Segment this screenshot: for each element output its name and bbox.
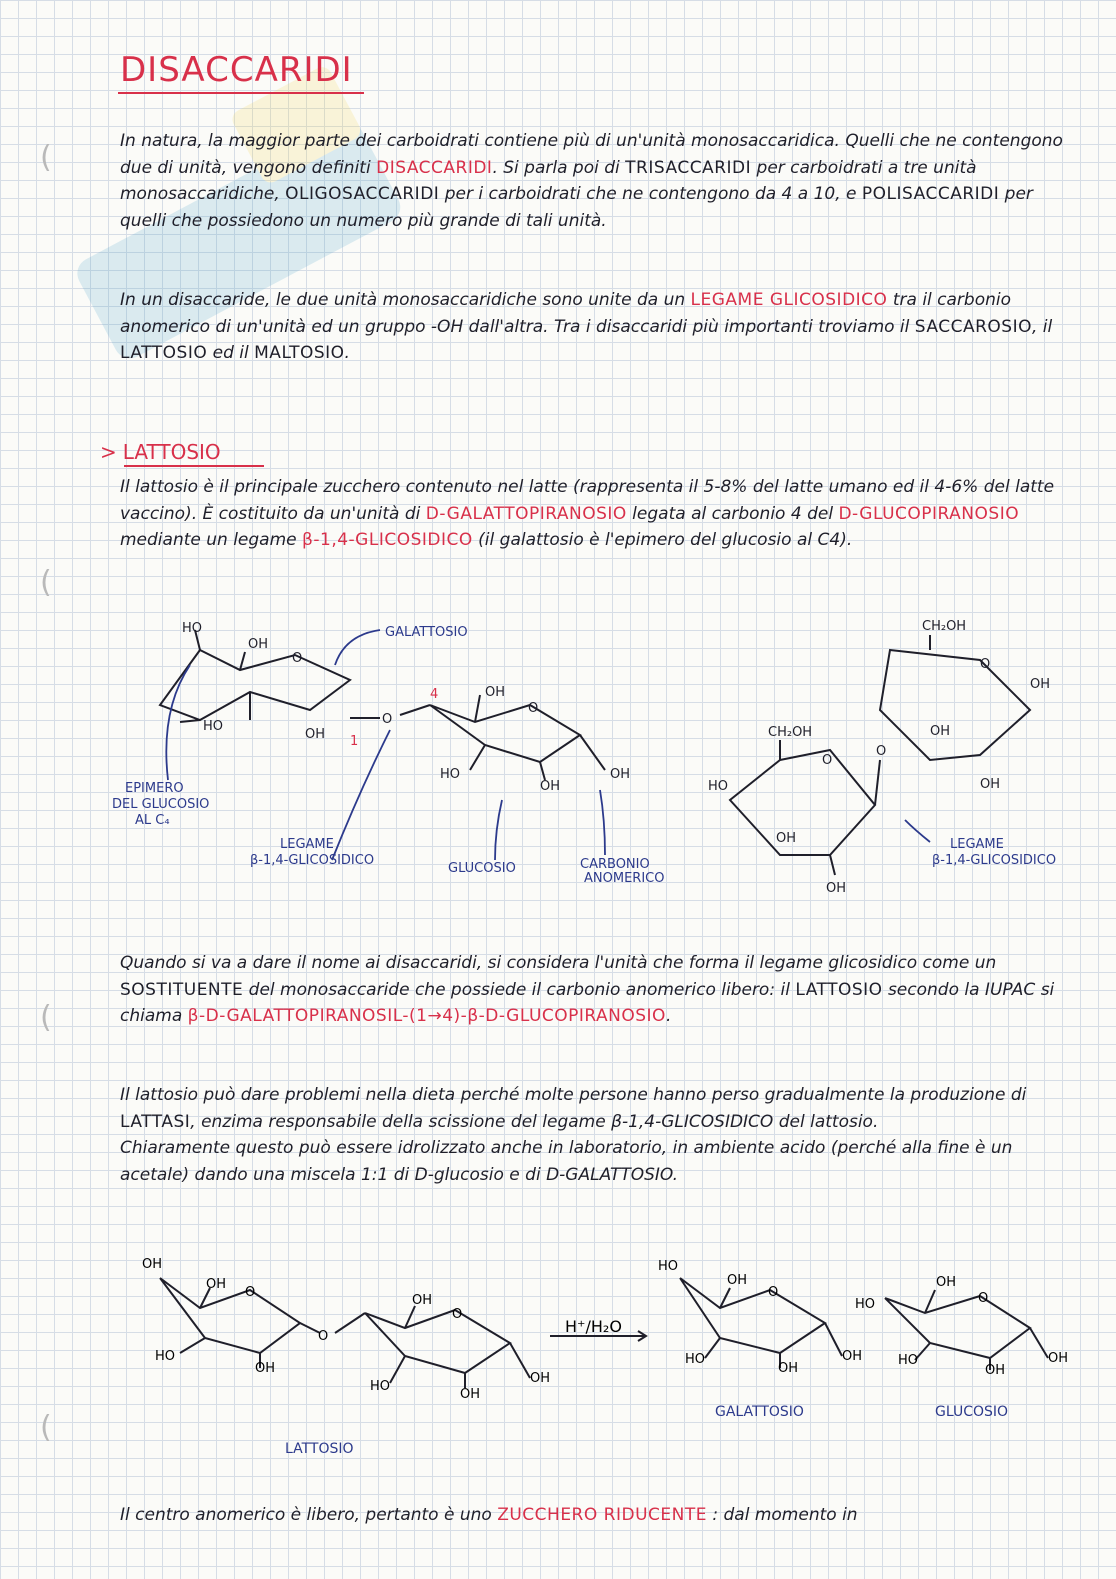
text-run: In un disaccaride, le due unità monosaccaridiche sono unite da un xyxy=(120,290,691,310)
label-legame2-1: LEGAME xyxy=(950,837,1004,852)
label-ho: HO xyxy=(182,621,203,636)
text-run: Quando si va a dare il nome ai disaccaridi, si considera l'unità che forma il legame glicosidico come un xyxy=(120,953,997,973)
label-ch2oh: CH₂OH xyxy=(922,619,967,634)
margin-hole-mark: ( xyxy=(40,1410,52,1445)
label-bridge-oxygen: O xyxy=(876,744,887,759)
label-ho: HO xyxy=(155,1349,176,1364)
text-run: : dal momento in xyxy=(706,1505,858,1525)
text-run: . xyxy=(344,343,350,364)
term-disaccaridi: DISACCARIDI xyxy=(376,157,493,178)
label-oh: OH xyxy=(248,637,269,652)
text-run: per i carboidrati che ne contengono da 4 a 10, e xyxy=(439,184,862,205)
text-run: per quelli che possiedono un numero più grande di tali unità. xyxy=(120,184,1033,231)
lactose-structure-diagram xyxy=(100,610,1080,910)
label-ho: HO xyxy=(685,1352,706,1367)
term-oligosaccaridi: OLIGOSACCARIDI xyxy=(285,184,440,205)
text-run: secondo la IUPAC si chiama xyxy=(120,979,1055,1027)
label-oh: OH xyxy=(980,777,1001,792)
term-d-galattopiranosio: D-GALATTOPIRANOSIO xyxy=(425,503,627,524)
label-carbonio-2: ANOMERICO xyxy=(584,871,665,886)
label-oh: OH xyxy=(778,1361,799,1376)
label-ho: HO xyxy=(898,1353,919,1368)
label-ch2oh: CH₂OH xyxy=(768,725,813,740)
label-ring-oxygen: O xyxy=(292,651,303,666)
label-glucosio: GLUCOSIO xyxy=(448,861,516,876)
label-carbon-4: 4 xyxy=(430,687,439,702)
label-oh: OH xyxy=(826,881,847,896)
margin-hole-mark: ( xyxy=(40,140,52,175)
title-underline xyxy=(118,92,364,94)
label-legame-2: β-1,4-GLICOSIDICO xyxy=(250,853,375,868)
text-run: del monosaccaride che possiede il carbonio anomerico libero: il xyxy=(243,979,796,1000)
term-polisaccaridi: POLISACCARIDI xyxy=(861,184,1000,205)
text-run: . Si parla poi di xyxy=(492,157,626,178)
label-ring-oxygen: O xyxy=(822,753,833,768)
label-ring-oxygen: O xyxy=(245,1285,256,1300)
label-oh: OH xyxy=(1048,1351,1069,1366)
label-galattosio: GALATTOSIO xyxy=(715,1404,804,1420)
term-legame-glicosidico: LEGAME GLICOSIDICO xyxy=(690,290,888,310)
text-run: . xyxy=(665,1006,672,1027)
text-run: Il centro anomerico è libero, pertanto è uno xyxy=(120,1505,498,1525)
label-oh: OH xyxy=(610,767,631,782)
intro-paragraph-1 xyxy=(120,128,1072,234)
label-oh: OH xyxy=(842,1349,863,1364)
term-zucchero-riducente: ZUCCHERO RIDUCENTE xyxy=(497,1505,707,1525)
label-epimero-3: AL C₄ xyxy=(135,813,170,828)
term-iupac-name: β-D-GALATTOPIRANOSIL-(1→4)-β-D-GLUCOPIRANOSIO xyxy=(187,1006,666,1027)
term-sostituente: SOSTITUENTE xyxy=(120,979,244,1000)
label-oh: OH xyxy=(727,1273,748,1288)
heading-text: LATTOSIO xyxy=(122,440,221,464)
section-heading-lattosio xyxy=(100,440,221,464)
label-ho: HO xyxy=(708,779,729,794)
label-oh: OH xyxy=(255,1361,276,1376)
term-lattosio: LATTOSIO xyxy=(120,343,208,364)
intro-paragraph-2 xyxy=(120,287,1072,367)
label-ring-oxygen: O xyxy=(978,1291,989,1306)
label-oh: OH xyxy=(460,1387,481,1402)
label-ho: HO xyxy=(855,1297,876,1312)
text-run: , il xyxy=(1031,316,1053,337)
label-epimero-1: EPIMERO xyxy=(125,781,184,796)
label-bridge-oxygen: O xyxy=(382,712,393,727)
label-oh: OH xyxy=(930,724,951,739)
label-galattosio: GALATTOSIO xyxy=(385,625,468,640)
term-lattasi: LATTASI xyxy=(120,1111,191,1132)
margin-hole-mark: ( xyxy=(40,565,52,600)
label-ho: HO xyxy=(203,719,224,734)
text-run: , enzima responsabile della scissione del legame β-1,4-GLICOSIDICO del lattosio. xyxy=(190,1111,879,1132)
text-run: Il lattosio è il principale zucchero contenuto nel latte (rappresenta il 5-8% del latte umano ed il 4-6% del latte vaccino). È costituito da un'unità di xyxy=(120,477,1055,524)
label-legame2-2: β-1,4-GLICOSIDICO xyxy=(932,853,1057,868)
label-oh: OH xyxy=(1030,677,1051,692)
text-run: ed il xyxy=(207,343,255,364)
label-oh: OH xyxy=(485,685,506,700)
label-oh: OH xyxy=(305,727,326,742)
text-run: Chiaramente questo può essere idrolizzato anche in laboratorio, in ambiente acido (perché alla fine è un acetale) dando una miscela 1:1 di D-glucosio e di D-GALATTOSIO. xyxy=(120,1138,1013,1185)
hydrolysis-reaction-diagram xyxy=(130,1248,1090,1468)
label-bridge-oxygen: O xyxy=(318,1329,329,1344)
label-ring-oxygen: O xyxy=(452,1307,463,1322)
label-ho: HO xyxy=(658,1259,679,1274)
label-oh: OH xyxy=(776,831,797,846)
label-epimero-2: DEL GLUCOSIO xyxy=(112,797,210,812)
label-ring-oxygen: O xyxy=(528,701,539,716)
text-run: tra il carbonio anomerico di un'unità ed un gruppo -OH dall'altra. Tra i disaccaridi più importanti troviamo il xyxy=(120,290,1012,337)
label-reagent: H⁺/H₂O xyxy=(565,1317,622,1336)
label-oh: OH xyxy=(142,1257,163,1272)
term-maltosio: MALTOSIO xyxy=(254,343,345,364)
label-ring-oxygen: O xyxy=(768,1285,779,1300)
text-run: legata al carbonio 4 del xyxy=(626,503,839,524)
text-run: (il galattosio è l'epimero del glucosio al C4). xyxy=(472,530,853,551)
label-lattosio: LATTOSIO xyxy=(285,1441,354,1457)
term-beta-glicosidico: β-1,4-GLICOSIDICO xyxy=(302,530,473,551)
label-glucosio: GLUCOSIO xyxy=(935,1404,1009,1420)
label-ho: HO xyxy=(370,1379,391,1394)
lattosio-paragraph-2 xyxy=(120,950,1072,1030)
label-oh: OH xyxy=(412,1293,433,1308)
term-lattosio: LATTOSIO xyxy=(795,979,883,1000)
lattosio-paragraph-3 xyxy=(120,1082,1072,1188)
page-title: DISACCARIDI xyxy=(120,50,353,90)
margin-hole-mark: ( xyxy=(40,1000,52,1035)
text-run: In natura, la maggior parte dei carboidrati contiene più di un'unità monosaccaridica. Quelli che ne contengono due di unità, vengono definiti xyxy=(120,131,1063,178)
lattosio-paragraph-4 xyxy=(120,1502,1072,1529)
text-run: per carboidrati a tre unità monosaccaridiche, xyxy=(120,157,977,205)
label-oh: OH xyxy=(985,1363,1006,1378)
heading-underline xyxy=(124,465,264,467)
label-oh: OH xyxy=(530,1371,551,1386)
label-carbon-1: 1 xyxy=(350,734,359,749)
text-run: mediante un legame xyxy=(120,530,303,551)
label-oh: OH xyxy=(936,1275,957,1290)
text-run: Il lattosio può dare problemi nella dieta perché molte persone hanno perso gradualmente la produzione di xyxy=(120,1085,1027,1105)
label-oh: OH xyxy=(540,779,561,794)
label-oh: OH xyxy=(206,1277,227,1292)
label-carbonio-1: CARBONIO xyxy=(580,857,650,872)
term-d-glucopiranosio: D-GLUCOPIRANOSIO xyxy=(838,503,1020,524)
label-legame-1: LEGAME xyxy=(280,837,334,852)
lattosio-paragraph-1 xyxy=(120,474,1072,554)
heading-arrow-icon: > xyxy=(100,440,117,464)
label-ring-oxygen: O xyxy=(980,657,991,672)
term-saccarosio: SACCAROSIO xyxy=(914,316,1032,337)
label-ho: HO xyxy=(440,767,461,782)
term-trisaccaridi: TRISACCARIDI xyxy=(625,157,752,178)
